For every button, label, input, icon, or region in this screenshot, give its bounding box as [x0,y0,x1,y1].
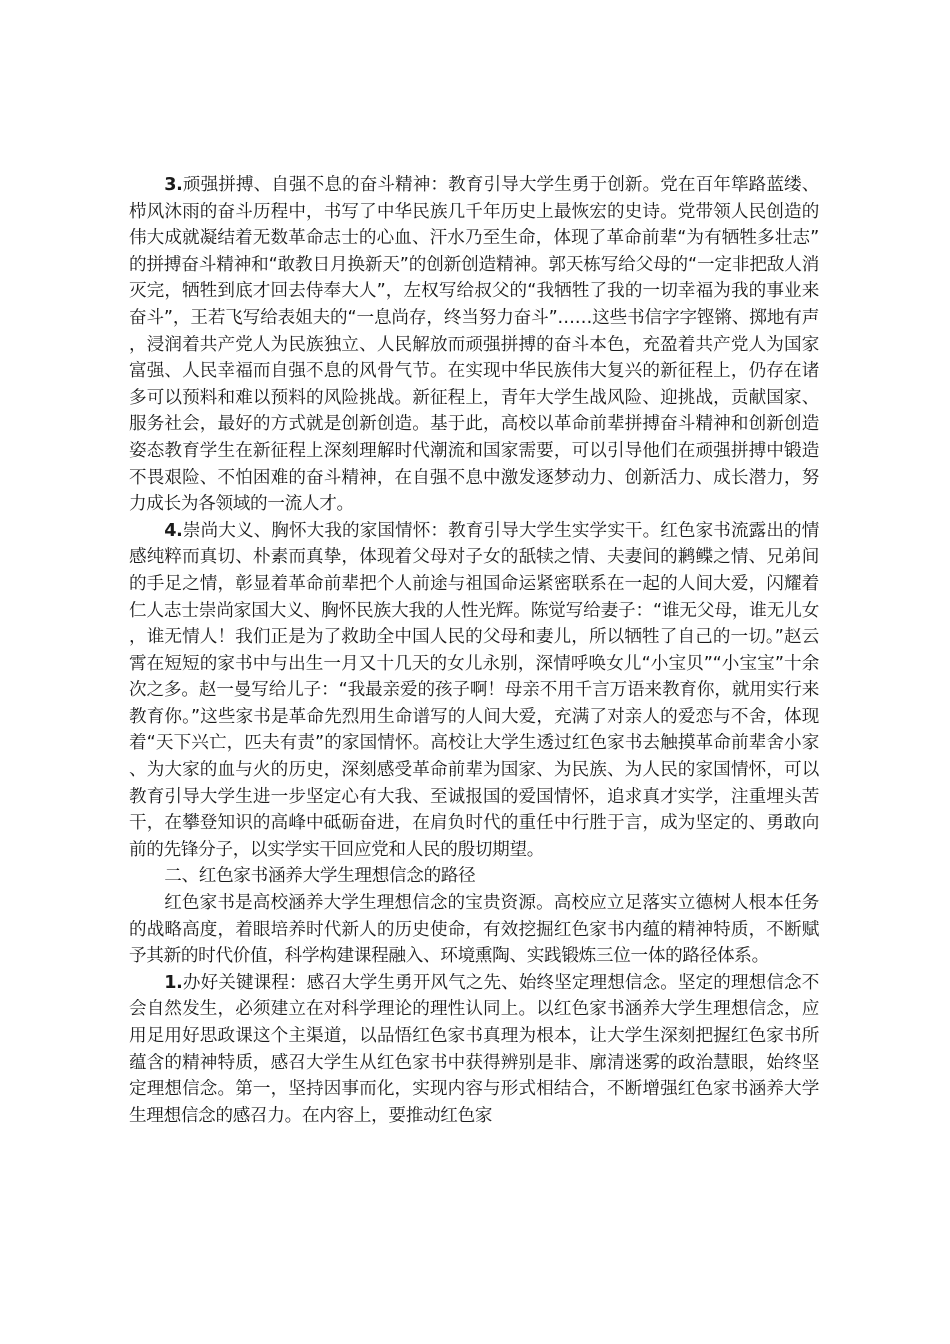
paragraph-text: 顽强拼搏、自强不息的奋斗精神：教育引导大学生勇于创新。党在百年筚路蓝缕、栉风沐雨的奋斗历程中，书写了中华民族几千年历史上最恢宏的史诗。党带领人民创造的伟大成就凝结着无数革命志士的心血、汗水乃至生命，体现了革命前辈“为有牺牲多壮志”的拼搏奋斗精神和“敢教日月换新天”的创新创造精神。郭天栋写给父母的“一定非把敌人消灭完，牺牲到底才回去侍奉大人”，左权写给叔父的“我牺牲了我的一切幸福为我的事业来奋斗”，王若飞写给表姐夫的“一息尚存，终当努力奋斗”……这些书信字字铿锵、掷地有声，浸润着共产党人为民族独立、人民解放而顽强拼搏的奋斗本色，充盈着共产党人为国家富强、人民幸福而自强不息的风骨气节。在实现中华民族伟大复兴的新征程上，仍存在诸多可以预料和难以预料的风险挑战。新征程上，青年大学生战风险、迎挑战，贡献国家、服务社会，最好的方式就是创新创造。基于此，高校以革命前辈拼搏奋斗精神和创新创造姿态教育学生在新征程上深刻理解时代潮流和国家需要，可以引导他们在顽强拼搏中锻造不畏艰险、不怕困难的奋斗精神，在自强不息中激发逐梦动力、创新活力、成长潜力，努力成长为各领域的一流人才。 [129,175,819,515]
section-heading-text: 二、红色家书涵养大学生理想信念的路径 [164,866,476,887]
paragraph-text: 红色家书是高校涵养大学生理想信念的宝贵资源。高校应立足落实立德树人根本任务的战略高度，着眼培养时代新人的历史使命，有效挖掘红色家书内蕴的精神特质，不断赋予其新的时代价值，科学构建课程融入、环境熏陶、实践锻炼三位一体的路径体系。 [129,893,819,967]
paragraph-number: 3. [164,175,183,195]
paragraph-number: 4. [164,520,183,541]
paragraph-section-intro [129,890,819,970]
paragraph-text: 崇尚大义、胸怀大我的家国情怀：教育引导大学生实学实干。红色家书流露出的情感纯粹而真切、朴素而真挚，体现着父母对子女的舐犊之情、夫妻间的鹣鲽之情、兄弟间的手足之情，彰显着革命前辈把个人前途与祖国命运紧密联系在一起的人间大爱，闪耀着仁人志士崇尚家国大义、胸怀民族大我的人性光辉。陈觉写给妻子：“谁无父母，谁无儿女，谁无情人！我们正是为了救助全中国人民的父母和妻儿，所以牺牲了自己的一切。”赵云霄在短短的家书中与出生一月又十几天的女儿永别，深情呼唤女儿“小宝贝”“小宝宝”十余次之多。赵一曼写给儿子：“我最亲爱的孩子啊！母亲不用千言万语来教育你，就用实行来教育你。”这些家书是革命先烈用生命谱写的人间大爱，充满了对亲人的爱恋与不舍，体现着“天下兴亡，匹夫有责”的家国情怀。高校让大学生透过红色家书去触摸革命前辈舍小家、为大家的血与火的历史，深刻感受革命前辈为国家、为民族、为人民的家国情怀，可以教育引导大学生进一步坚定心有大我、至诚报国的爱国情怀，追求真才实学，注重埋头苦干，在攀登知识的高峰中砥砺奋进，在肩负时代的重任中行胜于言，成为坚定的、勇敢向前的先锋分子，以实学实干回应党和人民的殷切期望。 [129,520,819,860]
paragraph-key-courses [129,970,819,1130]
section-heading [129,863,819,890]
document-body [129,172,819,1129]
paragraph-spirit-of-struggle [129,172,819,518]
paragraph-text: 办好关键课程：感召大学生勇开风气之先、始终坚定理想信念。坚定的理想信念不会自然发生，必须建立在对科学理论的理性认同上。以红色家书涵养大学生理想信念，应用足用好思政课这个主渠道，以品悟红色家书真理为根本，让大学生深刻把握红色家书所蕴含的精神特质，感召大学生从红色家书中获得辨别是非、廓清迷雾的政治慧眼，始终坚定理想信念。第一，坚持因事而化，实现内容与形式相结合，不断增强红色家书涵养大学生理想信念的感召力。在内容上，要推动红色家 [129,972,819,1126]
paragraph-patriotism [129,518,819,864]
paragraph-number: 1. [164,972,183,993]
